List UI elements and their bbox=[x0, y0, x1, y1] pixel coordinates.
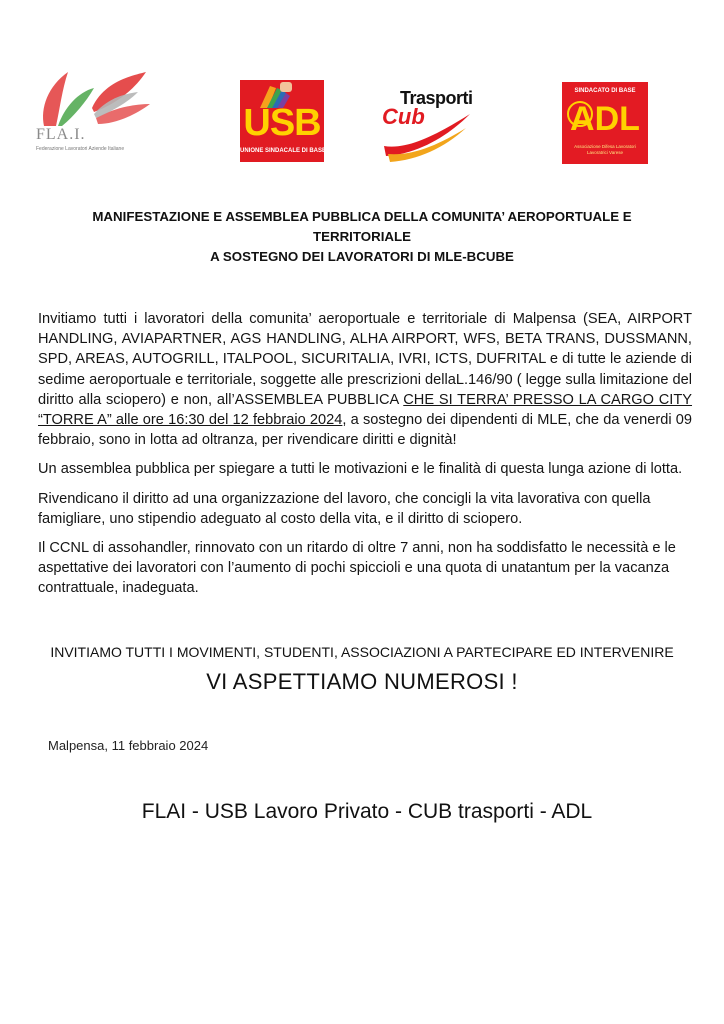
signatories: FLAI - USB Lavoro Privato - CUB trasporti - ADL bbox=[141, 800, 593, 823]
paragraph-demands: Rivendicano il diritto ad una organizzazione del lavoro, che concigli la vita lavorativa con quella famigliare, uno stipendio adeguato al costo della vita, e il diritto di sciopero. bbox=[38, 490, 651, 527]
title-line-1: MANIFESTAZIONE E ASSEMBLEA PUBBLICA DELLA COMUNITA’ AEROPORTUALE E bbox=[92, 209, 632, 224]
paragraph-purpose: Un assemblea pubblica per spiegare a tutti le motivazioni e le finalità di questa lunga azione di lotta. bbox=[38, 461, 683, 478]
usb-logo bbox=[240, 80, 327, 162]
flai-logo bbox=[34, 68, 154, 160]
closing-headline: VI ASPETTIAMO NUMEROSI ! bbox=[206, 669, 518, 694]
usb-logo-word: USB bbox=[243, 102, 321, 144]
logo-strip bbox=[0, 0, 724, 180]
assembly-location-underlined: CHE SI TERRA’ PRESSO LA CARGO CITY “TORRE A” alle ore 16:30 del 12 febbraio 2024 bbox=[38, 391, 693, 429]
title-line-2: TERRITORIALE bbox=[312, 229, 411, 244]
flai-logo-subtitle: Federazione Lavoratori Aziende Italiane bbox=[36, 146, 125, 152]
invitation-text-end: , a sostegno dei dipendenti di MLE, che da venerdi 09 febbraio, sono in lotta ad oltranza, per rivendicare diritti e dignità! bbox=[38, 412, 692, 449]
place-date: Malpensa, 11 febbraio 2024 bbox=[48, 738, 209, 753]
title-line-3: A SOSTEGNO DEI LAVORATORI DI MLE-BCUBE bbox=[210, 249, 514, 264]
adl-logo-footer: Associazione Difesa Lavoratori Lavoratrici Varese bbox=[574, 144, 636, 155]
flai-butterfly-icon bbox=[34, 68, 154, 128]
document-body bbox=[38, 309, 692, 608]
adl-logo-top: SINDACATO DI BASE bbox=[574, 88, 636, 94]
flai-logo-name: FLA.I. bbox=[36, 126, 86, 143]
cub-logo-trasporti: Trasporti bbox=[400, 88, 473, 108]
cub-trasporti-logo bbox=[378, 84, 478, 164]
usb-logo-footer: UNIONE SINDACALE DI BASE bbox=[240, 148, 327, 154]
cub-logo-word: Cub bbox=[382, 104, 425, 129]
adl-logo bbox=[562, 82, 648, 164]
invitation-banner: INVITIAMO TUTTI I MOVIMENTI, STUDENTI, ASSOCIAZIONI A PARTECIPARE ED INTERVENIRE bbox=[50, 644, 674, 660]
invitation-text: Invitiamo tutti i lavoratori della comunita’ aeroportuale e territoriale di Malpensa (SEA, AIRPORT HANDLING, AVIAPARTNER, AGS HANDLING, ALHA AIRPORT, WFS, BETA TRANS, DUSSMANN, SPD, AREAS, AUTOGRILL, ITALPOOL, SICURITALIA, IVRI, ICTS, DUFRITAL e di tutte le aziende di sedime aeroportuale e territoriale, soggette alle prescrizioni dellaL.146/90 ( legge sulla limitazione del diritto alla sciopero) e non, all’ASSEMBLEA PUBBLICA bbox=[38, 311, 692, 408]
paragraph-invitation bbox=[38, 309, 692, 450]
paragraph-ccnl: Il CCNL di assohandler, rinnovato con un ritardo di oltre 7 anni, non ha soddisfatto le necessità e le aspettative dei lavoratori con l’aumento di pochi spiccioli e una quota di unatantum per la vacanza contrattuale, inadeguata. bbox=[38, 540, 676, 597]
document-title bbox=[60, 207, 664, 267]
adl-logo-word: ADL bbox=[570, 100, 640, 138]
